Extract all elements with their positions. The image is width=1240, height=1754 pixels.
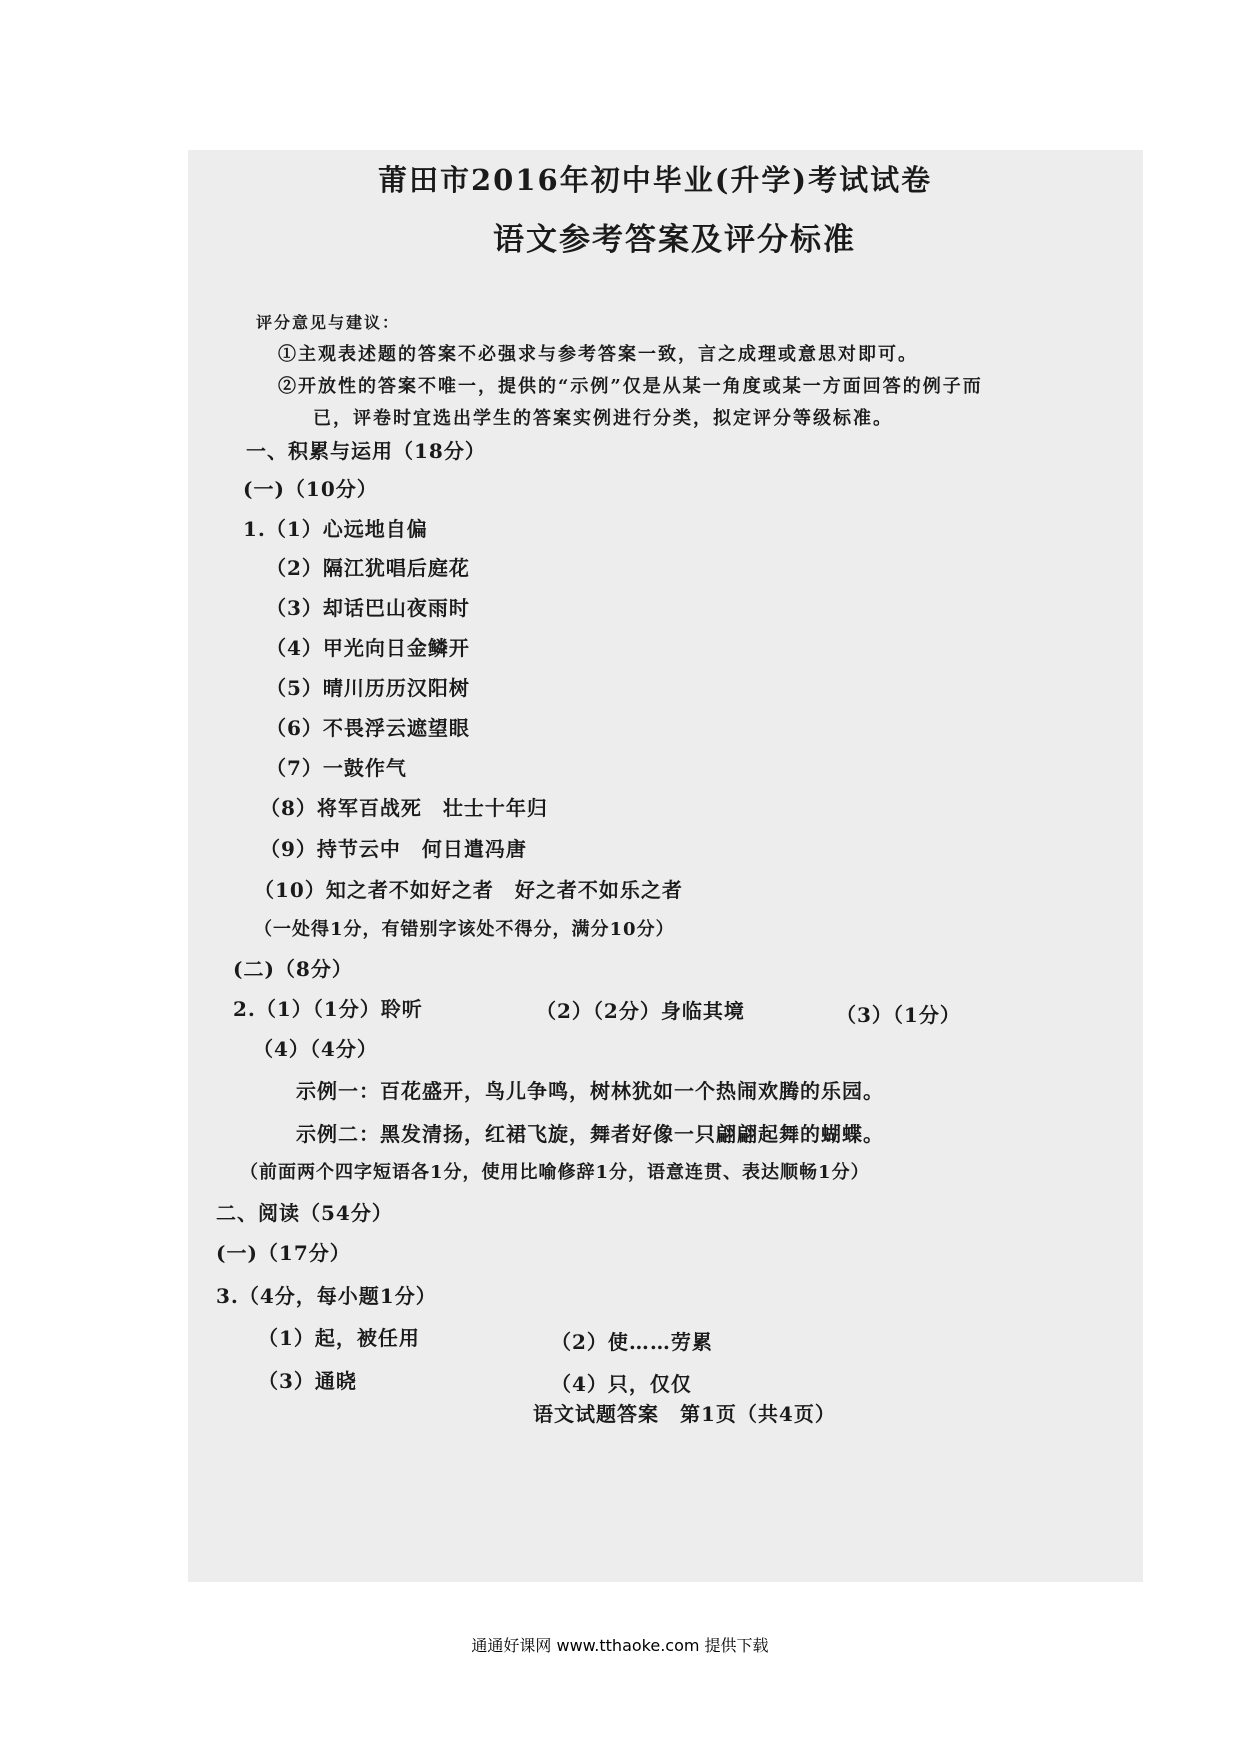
answer-line: （6）不畏浮云遮望眼 xyxy=(266,716,470,740)
answer-line: 2.（1）（1分）聆听 xyxy=(233,997,423,1021)
document-subtitle: 语文参考答案及评分标准 xyxy=(493,222,856,258)
subsection-heading: (二)（8分） xyxy=(233,957,353,981)
site-footer: 通通好课网 www.tthaoke.com 提供下载 xyxy=(471,1636,769,1655)
answer-line: （2）使……劳累 xyxy=(551,1330,713,1354)
grading-note-2-cont: 已，评卷时宜选出学生的答案实例进行分类，拟定评分等级标准。 xyxy=(313,408,893,429)
answer-line: （8）将军百战死 壮士十年归 xyxy=(260,796,548,820)
grading-notes-heading: 评分意见与建议： xyxy=(256,313,401,332)
subsection-heading: (一)（17分） xyxy=(216,1241,351,1265)
grading-note-1: ①主观表述题的答案不必强求与参考答案一致，言之成理或意思对即可。 xyxy=(278,344,918,365)
scoring-note: （前面两个四字短语各1分，使用比喻修辞1分，语意连贯、表达顺畅1分） xyxy=(240,1162,870,1183)
answer-line: （5）晴川历历汉阳树 xyxy=(266,676,470,700)
document-title: 莆田市2016年初中毕业(升学)考试试卷 xyxy=(378,163,933,197)
section-heading: 一、积累与运用（18分） xyxy=(246,439,486,463)
answer-line: （2）隔江犹唱后庭花 xyxy=(266,556,470,580)
answer-line: （3）通晓 xyxy=(258,1369,357,1393)
answer-line: （2）（2分）身临其境 xyxy=(536,999,745,1023)
example-answer: 示例一：百花盛开，鸟儿争鸣，树林犹如一个热闹欢腾的乐园。 xyxy=(296,1079,884,1103)
grading-note-2: ②开放性的答案不唯一，提供的“示例”仅是从某一角度或某一方面回答的例子而 xyxy=(278,376,983,397)
page-footer: 语文试题答案 第1页（共4页） xyxy=(533,1402,836,1426)
answer-line: （3）（1分） xyxy=(836,1003,961,1027)
subsection-heading: (一)（10分） xyxy=(243,477,378,501)
answer-line: （1）起，被任用 xyxy=(258,1326,420,1350)
answer-line: （4）（4分） xyxy=(253,1037,378,1061)
answer-line: （4）只，仅仅 xyxy=(551,1372,692,1396)
scoring-note: （一处得1分，有错别字该处不得分，满分10分） xyxy=(254,919,675,940)
scanned-answer-sheet xyxy=(188,150,1143,1582)
answer-line: （10）知之者不如好之者 好之者不如乐之者 xyxy=(254,878,683,902)
answer-line: 3.（4分，每小题1分） xyxy=(216,1284,437,1308)
answer-line: （9）持节云中 何日遣冯唐 xyxy=(260,837,527,861)
answer-line: （7）一鼓作气 xyxy=(266,756,407,780)
answer-line: （4）甲光向日金鳞开 xyxy=(266,636,470,660)
answer-line: （3）却话巴山夜雨时 xyxy=(266,596,470,620)
example-answer: 示例二：黑发清扬，红裙飞旋，舞者好像一只翩翩起舞的蝴蝶。 xyxy=(296,1122,884,1146)
answer-line: 1.（1）心远地自偏 xyxy=(243,517,428,541)
section-heading: 二、阅读（54分） xyxy=(216,1201,393,1225)
